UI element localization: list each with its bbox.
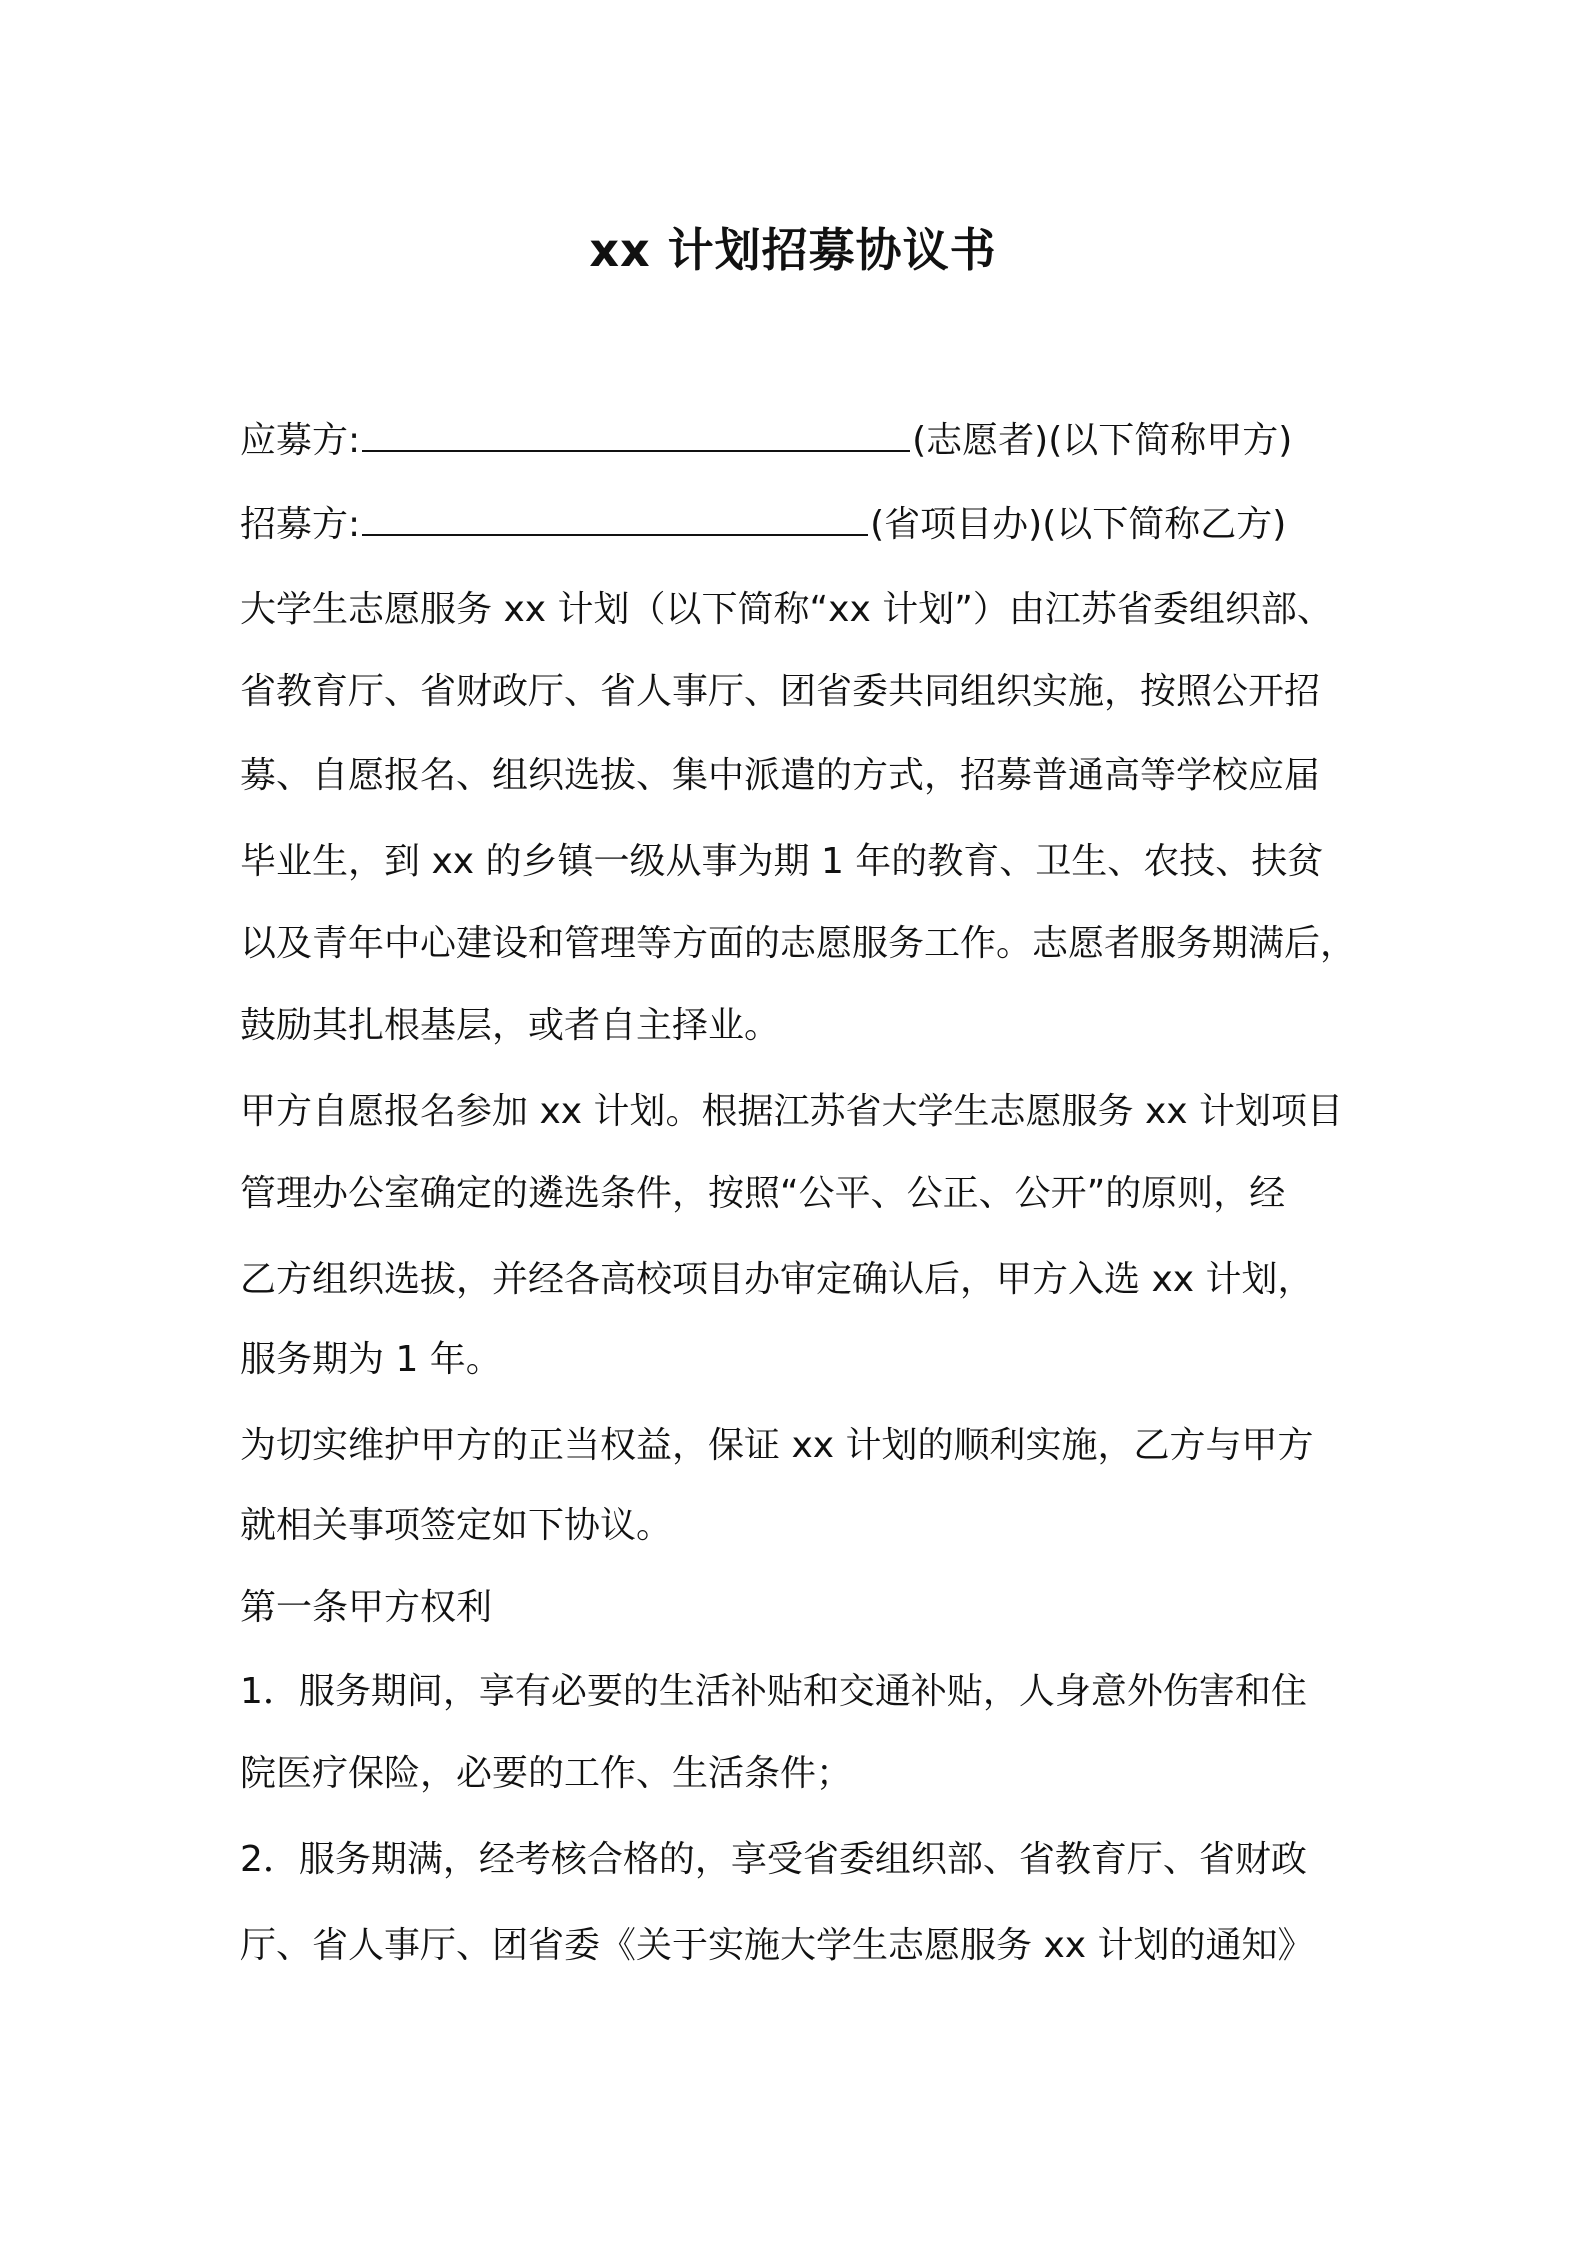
party-a-blank: [362, 412, 910, 452]
paragraph-line: 毕业生，到 xx 的乡镇一级从事为期 1 年的教育、卫生、农技、扶贫: [240, 841, 1324, 882]
party-a-label: 应募方:: [240, 420, 361, 461]
document-title: xx 计划招募协议书: [589, 223, 997, 277]
paragraph-line: 大学生志愿服务 xx 计划（以下简称“xx 计划”）由江苏省委组织部、: [240, 589, 1333, 630]
paragraph-line: 鼓励其扎根基层，或者自主择业。: [240, 1005, 781, 1046]
paragraph-line: 院医疗保险，必要的工作、生活条件；: [240, 1753, 853, 1794]
paragraph-line: 服务期为 1 年。: [240, 1339, 502, 1380]
paragraph-line: 募、自愿报名、组织选拔、集中派遣的方式，招募普通高等学校应届: [240, 755, 1321, 796]
paragraph-line: 1．服务期间，享有必要的生活补贴和交通补贴，人身意外伤害和住: [240, 1671, 1307, 1712]
party-b-label: 招募方:: [240, 504, 361, 545]
paragraph-line: 管理办公室确定的遴选条件，按照“公平、公正、公开”的原则，经: [240, 1173, 1286, 1214]
party-b-line: [240, 496, 1360, 549]
section-heading: 第一条甲方权利: [240, 1587, 493, 1628]
paragraph-line: 厅、省人事厅、团省委《关于实施大学生志愿服务 xx 计划的通知》: [240, 1925, 1314, 1966]
party-b-suffix: (省项目办)(以下简称乙方): [870, 504, 1287, 545]
paragraph-line: 甲方自愿报名参加 xx 计划。根据江苏省大学生志愿服务 xx 计划项目: [240, 1091, 1343, 1132]
paragraph-line: 为切实维护甲方的正当权益，保证 xx 计划的顺利实施，乙方与甲方: [240, 1425, 1314, 1466]
paragraph-line: 以及青年中心建设和管理等方面的志愿服务工作。志愿者服务期满后，: [240, 923, 1357, 964]
party-a-line: [240, 412, 1360, 465]
paragraph-line: 乙方组织选拔，并经各高校项目办审定确认后，甲方入选 xx 计划，: [240, 1259, 1314, 1300]
paragraph-line: 就相关事项签定如下协议。: [240, 1505, 673, 1546]
party-a-suffix: (志愿者)(以下简称甲方): [912, 420, 1293, 461]
paragraph-line: 2．服务期满，经考核合格的，享受省委组织部、省教育厅、省财政: [240, 1839, 1307, 1880]
party-b-blank: [362, 496, 868, 536]
paragraph-line: 省教育厅、省财政厅、省人事厅、团省委共同组织实施，按照公开招: [240, 671, 1321, 712]
